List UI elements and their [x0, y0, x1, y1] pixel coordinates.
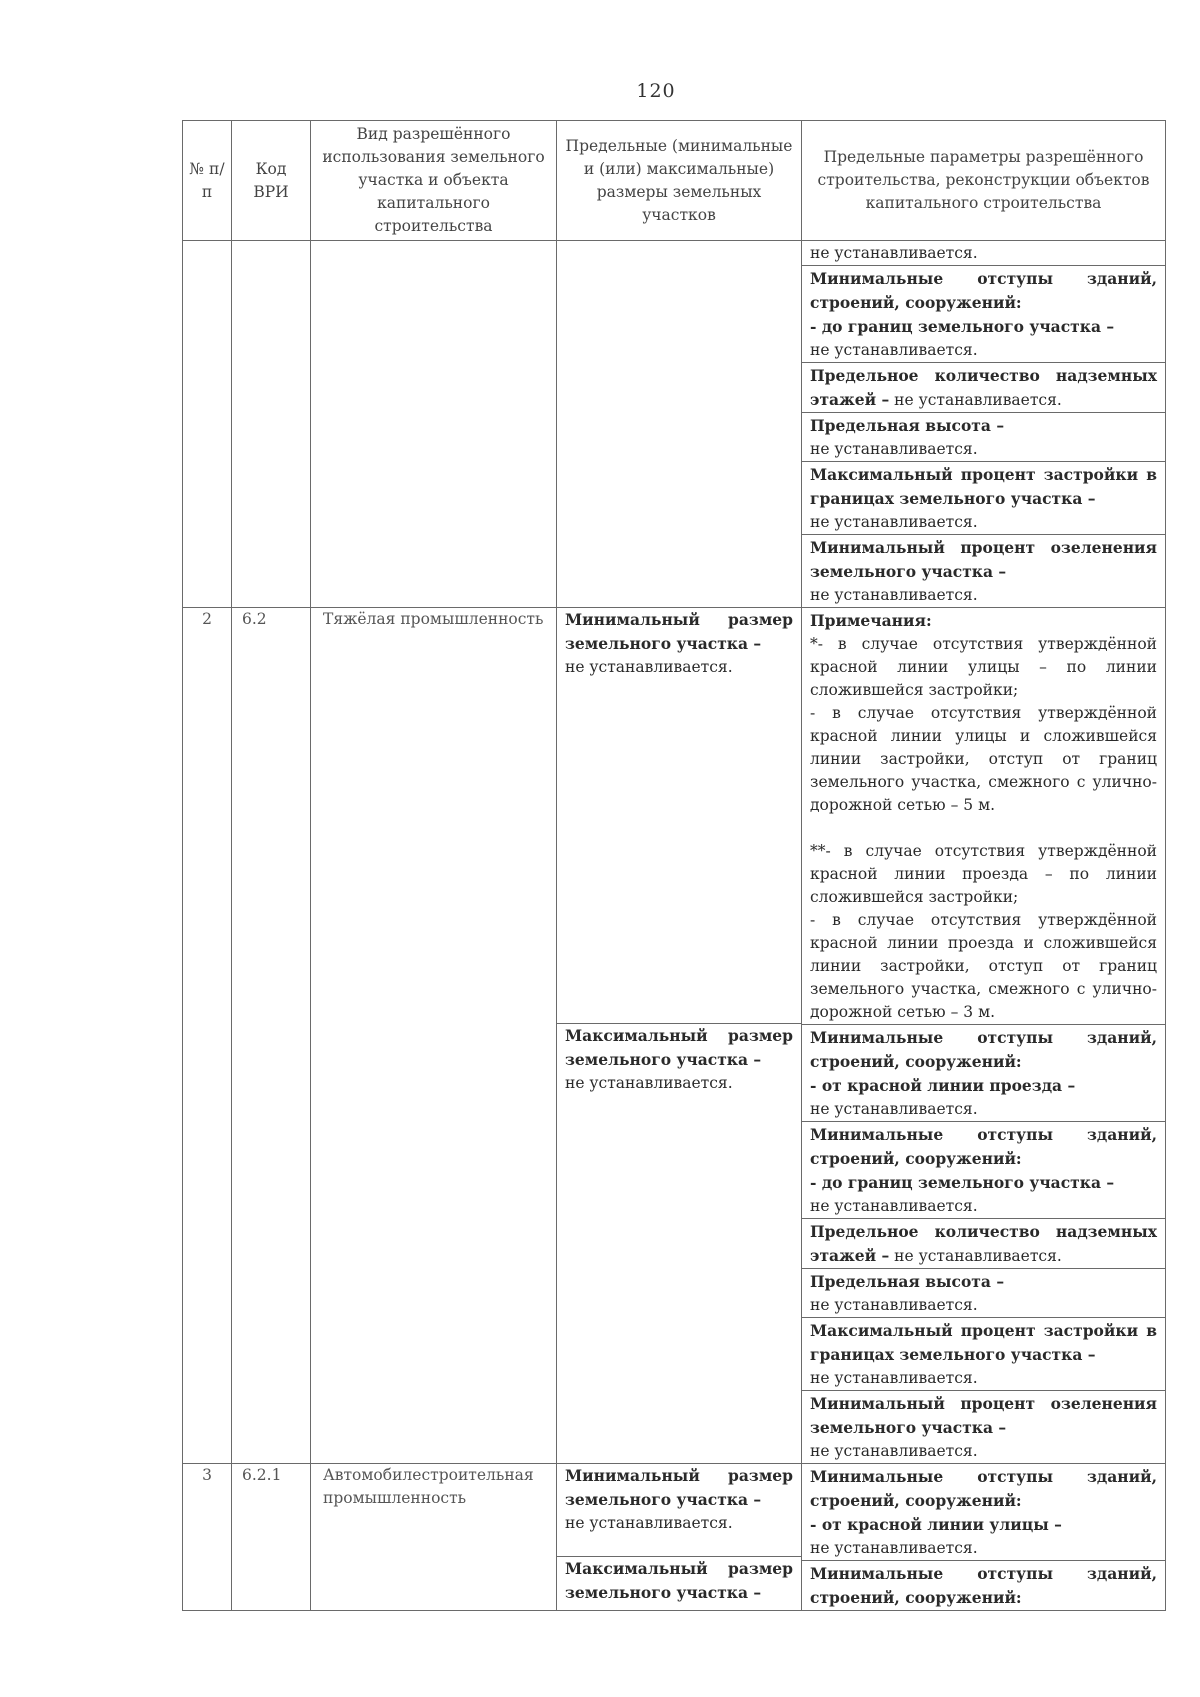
param-text: не устанавливается. — [810, 244, 978, 262]
param-bold: Предельное количество надземных этажей – — [810, 366, 1157, 409]
param-block — [802, 1121, 1165, 1218]
param-block — [802, 1268, 1165, 1317]
param-text: не устанавливается. — [889, 391, 1062, 409]
cell-kind: Тяжёлая промышленность — [311, 608, 557, 1464]
param-block — [802, 534, 1165, 607]
table-header-row — [183, 121, 1166, 241]
cell-code: 6.2 — [232, 608, 311, 1464]
header-kind: Вид разрешённого использования земельного участка и объекта капитального строительства — [311, 121, 557, 241]
note-text: *- в случае отсутствия утверждённой красной линии улицы – по линии сложившейся застройки; — [810, 635, 1157, 699]
cell-params — [802, 1464, 1166, 1611]
param-text: не устанавливается. — [810, 586, 978, 604]
param-block — [802, 412, 1165, 461]
cell-size — [557, 608, 802, 1464]
cell-size — [557, 1464, 802, 1611]
param-text: не устанавливается. — [810, 440, 978, 458]
param-bold: - от красной линии улицы – — [810, 1515, 1062, 1534]
size-text: не устанавливается. — [565, 1514, 733, 1532]
size-text: не устанавливается. — [565, 658, 733, 676]
param-bold: Минимальные отступы зданий, строений, сооружений: — [810, 269, 1157, 312]
cell-num — [183, 241, 232, 608]
param-bold: Минимальные отступы зданий, строений, сооружений: — [810, 1125, 1157, 1168]
cell-num: 3 — [183, 1464, 232, 1611]
note-text: - в случае отсутствия утверждённой красной линии улицы и сложившейся линии застройки, отступ от границ земельного участка, смежного с улично-дорожной сетью – 5 м. — [810, 704, 1157, 814]
table-row — [183, 608, 1166, 1464]
param-bold: - от красной линии проезда – — [810, 1076, 1076, 1095]
size-max-block — [557, 1023, 801, 1095]
cell-kind: Автомобилестроительная промышленность — [311, 1464, 557, 1611]
param-bold: Предельная высота – — [810, 416, 1005, 435]
param-block — [802, 265, 1165, 362]
param-bold: Предельное количество надземных этажей – — [810, 1222, 1157, 1265]
table-row — [183, 1464, 1166, 1611]
param-bold: Предельная высота – — [810, 1272, 1005, 1291]
param-text: не устанавливается. — [889, 1247, 1062, 1265]
param-bold: Минимальные отступы зданий, строений, сооружений: — [810, 1564, 1157, 1607]
size-min-block — [557, 1464, 801, 1556]
size-bold: Минимальный размер земельного участка – — [565, 610, 793, 653]
param-text: не устанавливается. — [810, 1442, 978, 1460]
header-num: № п/п — [183, 121, 232, 241]
cell-code: 6.2.1 — [232, 1464, 311, 1611]
param-bold: Минимальный процент озеленения земельного участка – — [810, 538, 1157, 581]
cell-params — [802, 241, 1166, 608]
param-block — [802, 461, 1165, 534]
param-bold: Максимальный процент застройки в границах земельного участка – — [810, 1321, 1157, 1364]
size-bold: Минимальный размер земельного участка – — [565, 1466, 793, 1509]
size-bold: Максимальный размер земельного участка – — [565, 1559, 793, 1602]
cell-params — [802, 608, 1166, 1464]
param-text: не устанавливается. — [810, 341, 978, 359]
param-block — [802, 1464, 1165, 1560]
table-row — [183, 241, 1166, 608]
cell-size — [557, 241, 802, 608]
header-code: Код ВРИ — [232, 121, 311, 241]
param-block — [802, 1024, 1165, 1121]
note-text: - в случае отсутствия утверждённой красной линии проезда и сложившейся линии застройки, отступ от границ земельного участка, смежного с улично-дорожной сетью – 3 м. — [810, 911, 1157, 1021]
param-text: не устанавливается. — [810, 1539, 978, 1557]
param-bold: - до границ земельного участка – — [810, 1173, 1115, 1192]
cell-kind — [311, 241, 557, 608]
param-text: не устанавливается. — [810, 1197, 978, 1215]
param-text: не устанавливается. — [810, 1100, 978, 1118]
header-size: Предельные (минимальные и (или) максимальные) размеры земельных участков — [557, 121, 802, 241]
param-bold: - до границ земельного участка – — [810, 317, 1115, 336]
param-block — [802, 1317, 1165, 1390]
size-max-block — [557, 1556, 801, 1605]
header-params: Предельные параметры разрешённого строительства, реконструкции объектов капитального строительства — [802, 121, 1166, 241]
note-text: **- в случае отсутствия утверждённой красной линии проезда – по линии сложившейся застройки; — [810, 842, 1157, 906]
notes-title: Примечания: — [810, 611, 932, 630]
param-text: не устанавливается. — [810, 1369, 978, 1387]
param-block — [802, 1560, 1165, 1610]
param-text: не устанавливается. — [810, 1296, 978, 1314]
notes-block — [802, 608, 1165, 1024]
param-text: не устанавливается. — [810, 513, 978, 531]
param-block — [802, 1390, 1165, 1463]
param-bold: Максимальный процент застройки в границах земельного участка – — [810, 465, 1157, 508]
param-block — [802, 1218, 1165, 1268]
param-block — [802, 241, 1165, 265]
land-use-table — [182, 120, 1166, 1611]
cell-num: 2 — [183, 608, 232, 1464]
param-bold: Минимальный процент озеленения земельного участка – — [810, 1394, 1157, 1437]
param-bold: Минимальные отступы зданий, строений, сооружений: — [810, 1467, 1157, 1510]
param-bold: Минимальные отступы зданий, строений, сооружений: — [810, 1028, 1157, 1071]
page-number: 120 — [636, 80, 676, 102]
cell-code — [232, 241, 311, 608]
size-min-block — [557, 608, 801, 1023]
size-bold: Максимальный размер земельного участка – — [565, 1026, 793, 1069]
param-block — [802, 362, 1165, 412]
size-text: не устанавливается. — [565, 1074, 733, 1092]
